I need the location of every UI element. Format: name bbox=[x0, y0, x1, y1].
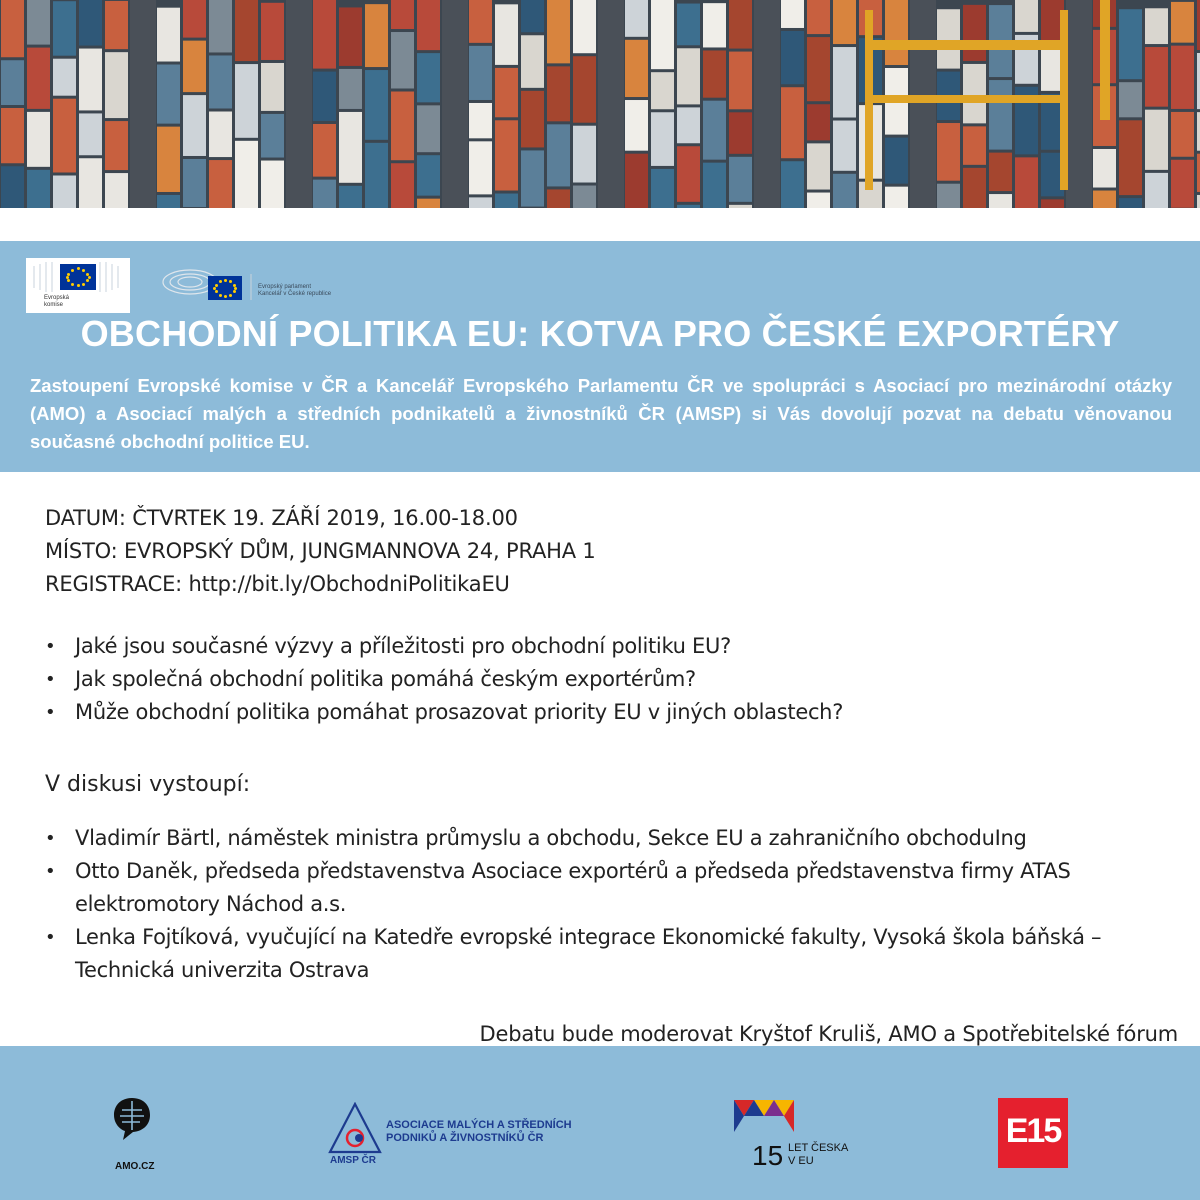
shipping-container bbox=[1171, 112, 1194, 157]
amo-logo bbox=[112, 1096, 152, 1144]
shipping-container bbox=[261, 3, 284, 60]
shipping-container bbox=[417, 53, 440, 102]
yard-road bbox=[130, 0, 156, 208]
triangles-icon bbox=[734, 1100, 796, 1132]
speaker-item: • Otto Daněk, předseda představenstva Asociace exportérů a předseda představenstva firmy ATAS elektromotory Náchod a.s. bbox=[45, 855, 1170, 921]
shipping-container bbox=[703, 50, 726, 97]
shipping-container bbox=[79, 49, 102, 111]
gantry-crane bbox=[1100, 0, 1110, 120]
shipping-container bbox=[105, 52, 128, 118]
shipping-container bbox=[339, 7, 362, 65]
shipping-container bbox=[807, 143, 830, 189]
ep-caption: Evropský parlament Kancelář v České republice bbox=[258, 284, 332, 297]
shipping-container bbox=[495, 120, 518, 190]
shipping-container bbox=[469, 141, 492, 194]
shipping-container bbox=[521, 0, 544, 32]
gantry-crane bbox=[865, 95, 1068, 103]
shipping-container bbox=[339, 186, 362, 208]
shipping-container bbox=[729, 52, 752, 110]
shipping-container bbox=[183, 0, 206, 38]
question-item: • Může obchodní politika pomáhat prosazovat priority EU v jiných oblastech? bbox=[45, 696, 1165, 729]
shipping-container bbox=[105, 173, 128, 208]
yard-road bbox=[442, 0, 468, 208]
shipping-container bbox=[807, 37, 830, 101]
shipping-container bbox=[235, 0, 258, 61]
shipping-container bbox=[547, 0, 570, 63]
shipping-container bbox=[1119, 82, 1142, 117]
years-text: LET ČESKA V EU bbox=[788, 1142, 849, 1167]
parliament-hemicycle-icon bbox=[160, 258, 340, 306]
shipping-container bbox=[781, 0, 804, 28]
shipping-container bbox=[625, 40, 648, 97]
spacer bbox=[0, 208, 1200, 241]
shipping-container bbox=[989, 153, 1012, 191]
shipping-container bbox=[53, 99, 76, 173]
shipping-container bbox=[521, 35, 544, 88]
shipping-container bbox=[703, 3, 726, 47]
shipping-container bbox=[339, 112, 362, 183]
shipping-container bbox=[209, 55, 232, 108]
shipping-container bbox=[79, 0, 102, 46]
shipping-container bbox=[963, 5, 986, 61]
shipping-container bbox=[53, 1, 76, 55]
shipping-container bbox=[677, 146, 700, 202]
shipping-container bbox=[495, 4, 518, 65]
e15-logo bbox=[998, 1098, 1068, 1168]
shipping-container bbox=[781, 87, 804, 158]
shipping-container bbox=[27, 48, 50, 109]
shipping-container bbox=[1145, 8, 1168, 44]
shipping-container bbox=[183, 95, 206, 156]
shipping-container bbox=[885, 187, 908, 208]
shipping-container bbox=[833, 174, 856, 208]
fifteen-years-logo bbox=[734, 1100, 796, 1132]
shipping-container bbox=[729, 157, 752, 202]
shipping-container bbox=[1, 108, 24, 163]
eu-flag-icon bbox=[60, 264, 96, 290]
shipping-container bbox=[1015, 0, 1038, 32]
amsp-triangle-icon bbox=[328, 1102, 382, 1156]
shipping-container bbox=[1171, 46, 1194, 109]
shipping-container bbox=[651, 72, 674, 109]
shipping-container bbox=[625, 100, 648, 151]
shipping-container bbox=[1041, 199, 1064, 208]
shipping-container bbox=[209, 111, 232, 157]
shipping-container bbox=[807, 104, 830, 140]
shipping-container bbox=[391, 0, 414, 29]
speaker-list bbox=[45, 822, 1170, 987]
shipping-container bbox=[313, 0, 336, 69]
shipping-container bbox=[521, 91, 544, 148]
shipping-container bbox=[157, 195, 180, 208]
shipping-container bbox=[157, 127, 180, 192]
shipping-container bbox=[469, 197, 492, 208]
event-registration-link[interactable]: REGISTRACE: http://bit.ly/ObchodniPolitikaEU bbox=[45, 572, 510, 596]
question-list bbox=[45, 630, 1165, 729]
amsp-logo bbox=[328, 1102, 382, 1156]
shipping-container bbox=[417, 0, 440, 50]
shipping-container bbox=[547, 189, 570, 208]
shipping-container bbox=[417, 105, 440, 152]
shipping-container bbox=[417, 199, 440, 208]
shipping-container bbox=[937, 184, 960, 208]
shipping-container bbox=[391, 92, 414, 161]
shipping-container bbox=[625, 0, 648, 37]
shipping-container bbox=[963, 168, 986, 208]
shipping-container bbox=[807, 193, 830, 208]
shipping-container bbox=[105, 121, 128, 170]
shipping-container bbox=[1119, 9, 1142, 79]
amo-speech-bubble-icon bbox=[112, 1096, 152, 1144]
shipping-container bbox=[703, 101, 726, 160]
amsp-short: AMSP ČR bbox=[330, 1155, 376, 1166]
shipping-container bbox=[1119, 198, 1142, 208]
shipping-container bbox=[365, 4, 388, 67]
shipping-container bbox=[677, 48, 700, 104]
shipping-container bbox=[807, 0, 830, 34]
shipping-container bbox=[573, 126, 596, 183]
shipping-container bbox=[833, 47, 856, 117]
shipping-container bbox=[365, 143, 388, 208]
shipping-container bbox=[27, 0, 50, 45]
shipping-container bbox=[261, 114, 284, 158]
amsp-name: ASOCIACE MALÝCH A STŘEDNÍCH PODNIKŮ A ŽIVNOSTNÍKŮ ČR bbox=[386, 1119, 572, 1144]
european-commission-logo bbox=[26, 258, 130, 313]
shipping-container bbox=[105, 1, 128, 49]
shipping-container bbox=[963, 126, 986, 164]
shipping-container bbox=[1015, 157, 1038, 208]
ec-caption: Evropská komise bbox=[44, 295, 70, 308]
shipping-container bbox=[729, 112, 752, 154]
shipping-container bbox=[339, 69, 362, 109]
shipping-container bbox=[391, 32, 414, 88]
shipping-container bbox=[1119, 120, 1142, 195]
shipping-container bbox=[235, 141, 258, 208]
shipping-container bbox=[989, 194, 1012, 208]
shipping-container bbox=[27, 170, 50, 208]
shipping-container bbox=[183, 159, 206, 207]
shipping-container bbox=[703, 163, 726, 208]
question-item: • Jaké jsou současné výzvy a příležitosti pro obchodní politiku EU? bbox=[45, 630, 1165, 663]
shipping-container bbox=[79, 158, 102, 208]
yard-road bbox=[598, 0, 624, 208]
shipping-container bbox=[885, 138, 908, 184]
shipping-container bbox=[157, 8, 180, 62]
shipping-container bbox=[885, 0, 908, 65]
speaker-item: • Lenka Fojtíková, vyučující na Katedře evropské integrace Ekonomické fakulty, Vysoká škola báňská – Technická univerzita Ostrava bbox=[45, 921, 1170, 987]
page-title: OBCHODNÍ POLITIKA EU: KOTVA PRO ČESKÉ EXPORTÉRY bbox=[80, 313, 1120, 354]
shipping-container bbox=[313, 124, 336, 177]
shipping-container bbox=[651, 169, 674, 208]
shipping-container bbox=[729, 0, 752, 49]
event-place: MÍSTO: EVROPSKÝ DŮM, JUNGMANNOVA 24, PRAHA 1 bbox=[45, 539, 596, 563]
shipping-container bbox=[495, 68, 518, 117]
shipping-container bbox=[1, 166, 24, 208]
shipping-container bbox=[677, 107, 700, 143]
shipping-container bbox=[27, 112, 50, 167]
question-item: • Jak společná obchodní politika pomáhá českým exportérům? bbox=[45, 663, 1165, 696]
shipping-container bbox=[521, 150, 544, 206]
shipping-container bbox=[937, 9, 960, 68]
shipping-container bbox=[261, 161, 284, 208]
event-date: DATUM: ČTVRTEK 19. ZÁŘÍ 2019, 16.00-18.00 bbox=[45, 506, 518, 530]
yard-road bbox=[910, 0, 936, 208]
speakers-heading: V diskusi vystoupí: bbox=[45, 772, 251, 797]
e15-text: E15 bbox=[1005, 1112, 1061, 1150]
shipping-container bbox=[547, 66, 570, 121]
shipping-container bbox=[651, 112, 674, 166]
shipping-container bbox=[53, 59, 76, 96]
shipping-container bbox=[1, 0, 24, 57]
amo-caption: AMO.CZ bbox=[115, 1161, 155, 1172]
yard-road bbox=[286, 0, 312, 208]
gantry-crane bbox=[865, 40, 1068, 50]
shipping-container bbox=[781, 31, 804, 84]
shipping-container bbox=[1093, 149, 1116, 188]
shipping-container bbox=[1145, 173, 1168, 208]
shipping-container bbox=[209, 0, 232, 52]
intro-paragraph: Zastoupení Evropské komise v ČR a Kancelář Evropského Parlamentu ČR ve spolupráci s Asociací pro mezinárodní otázky (AMO) a Asociací malých a středních podnikatelů a živnostníků ČR (AMSP) si Vás dovolují pozvat na debatu věnovanou současné obchodní politice EU. bbox=[30, 375, 1172, 452]
eu-flag-icon bbox=[208, 276, 242, 300]
years-number: 15 bbox=[752, 1140, 784, 1171]
shipping-container bbox=[365, 70, 388, 140]
shipping-container bbox=[79, 113, 102, 155]
european-parliament-logo bbox=[160, 258, 340, 306]
shipping-container bbox=[495, 194, 518, 208]
yard-road bbox=[754, 0, 780, 208]
shipping-container bbox=[417, 155, 440, 195]
partner-footer bbox=[0, 1046, 1200, 1200]
shipping-container bbox=[1171, 160, 1194, 208]
shipping-container bbox=[833, 0, 856, 44]
container-yard-illustration bbox=[0, 0, 1200, 208]
shipping-container bbox=[469, 46, 492, 100]
shipping-container bbox=[391, 163, 414, 208]
shipping-container bbox=[963, 64, 986, 123]
shipping-container bbox=[261, 63, 284, 111]
shipping-container bbox=[547, 124, 570, 186]
shipping-container bbox=[1, 60, 24, 105]
shipping-container bbox=[573, 56, 596, 122]
shipping-container bbox=[1171, 2, 1194, 43]
shipping-container bbox=[573, 0, 596, 53]
shipping-container bbox=[235, 64, 258, 138]
shipping-container bbox=[469, 0, 492, 43]
shipping-container bbox=[1145, 110, 1168, 170]
moderator-note: Debatu bude moderovat Kryštof Kruliš, AMO a Spotřebitelské fórum bbox=[479, 1022, 1178, 1046]
shipping-container bbox=[1145, 47, 1168, 107]
shipping-container bbox=[157, 65, 180, 124]
shipping-container bbox=[573, 186, 596, 208]
hero-photo-containers bbox=[0, 0, 1200, 208]
shipping-container bbox=[313, 180, 336, 208]
shipping-container bbox=[989, 80, 1012, 150]
shipping-container bbox=[833, 121, 856, 171]
shipping-container bbox=[313, 72, 336, 121]
shipping-container bbox=[469, 103, 492, 138]
shipping-container bbox=[677, 4, 700, 46]
shipping-container bbox=[651, 0, 674, 69]
shipping-container bbox=[937, 123, 960, 181]
yard-road bbox=[1066, 0, 1092, 208]
shipping-container bbox=[209, 160, 232, 208]
shipping-container bbox=[1093, 191, 1116, 208]
shipping-container bbox=[625, 154, 648, 208]
speaker-item: • Vladimír Bärtl, náměstek ministra průmyslu a obchodu, Sekce EU a zahraničního obchoduIng bbox=[45, 822, 1170, 855]
shipping-container bbox=[781, 161, 804, 208]
shipping-container bbox=[183, 41, 206, 92]
shipping-container bbox=[53, 175, 76, 208]
